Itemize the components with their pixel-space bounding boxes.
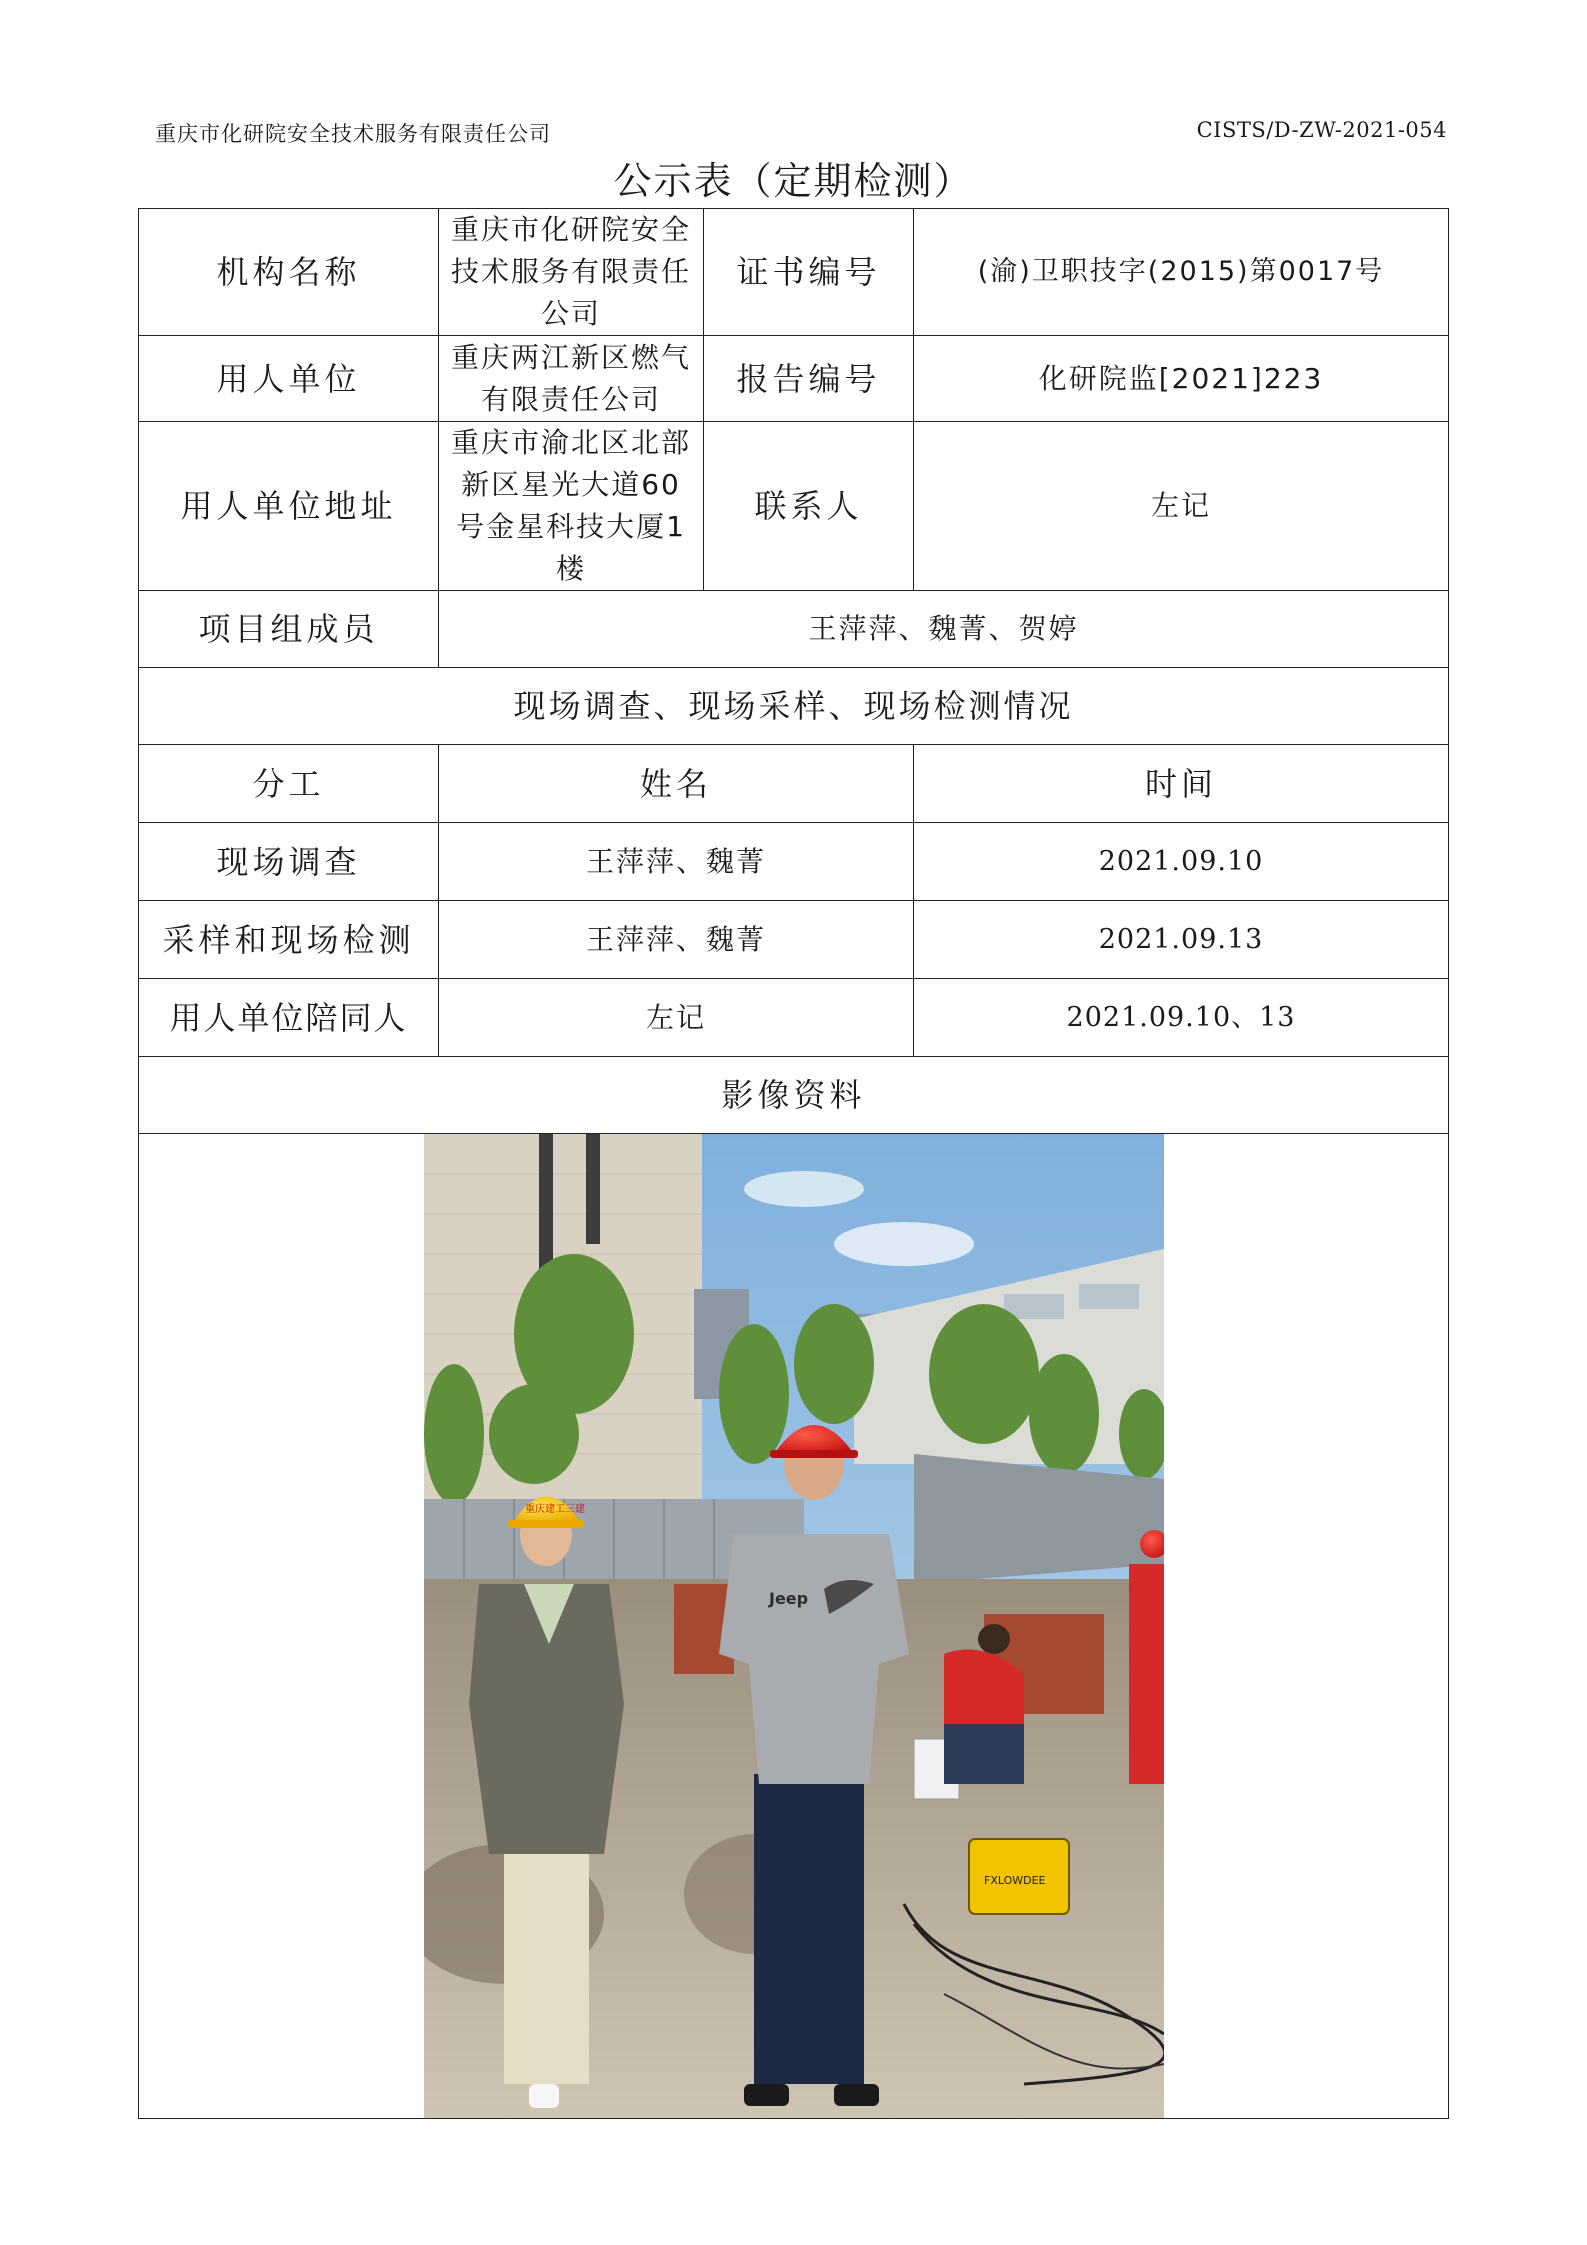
row-names: 左记 — [439, 979, 914, 1057]
media-section-title: 影像资料 — [139, 1057, 1449, 1134]
row-role: 现场调查 — [139, 823, 439, 901]
row-date: 2021.09.10、13 — [914, 979, 1449, 1057]
row-employer — [139, 336, 1449, 422]
contact-value: 左记 — [914, 422, 1449, 591]
org-name-label: 机构名称 — [139, 209, 439, 336]
row-names: 王萍萍、魏菁 — [439, 901, 914, 979]
helmet-label: 重庆建工三建 — [524, 1504, 585, 1515]
site-photo — [424, 1134, 1164, 2118]
column-header-role: 分工 — [139, 745, 439, 823]
column-header-name: 姓名 — [439, 745, 914, 823]
company-header: 重庆市化研院安全技术服务有限责任公司 — [155, 122, 551, 146]
members-value: 王萍萍、魏菁、贺婷 — [439, 591, 1449, 668]
document-code: CISTS/D-ZW-2021-054 — [1196, 118, 1447, 142]
members-label: 项目组成员 — [139, 591, 439, 668]
cert-no-label: 证书编号 — [704, 209, 914, 336]
table-row — [139, 979, 1449, 1057]
table-row — [139, 823, 1449, 901]
row-address — [139, 422, 1449, 591]
row-members — [139, 591, 1449, 668]
onsite-section-title: 现场调查、现场采样、现场检测情况 — [139, 668, 1449, 745]
cert-no-value: (渝)卫职技字(2015)第0017号 — [914, 209, 1449, 336]
address-value: 重庆市渝北区北部新区星光大道60号金星科技大厦1楼 — [439, 422, 704, 591]
report-no-label: 报告编号 — [704, 336, 914, 422]
notice-table — [138, 208, 1449, 2119]
row-date: 2021.09.13 — [914, 901, 1449, 979]
employer-value: 重庆两江新区燃气有限责任公司 — [439, 336, 704, 422]
row-date: 2021.09.10 — [914, 823, 1449, 901]
row-photo — [139, 1134, 1449, 2119]
table-row — [139, 901, 1449, 979]
machine-label: FXLOWDEE — [983, 1874, 1046, 1887]
address-label: 用人单位地址 — [139, 422, 439, 591]
photo-cell — [139, 1134, 1449, 2119]
employer-label: 用人单位 — [139, 336, 439, 422]
row-onsite-title — [139, 668, 1449, 745]
onsite-header-row — [139, 745, 1449, 823]
org-name-value: 重庆市化研院安全技术服务有限责任公司 — [439, 209, 704, 336]
row-role: 采样和现场检测 — [139, 901, 439, 979]
row-role: 用人单位陪同人 — [139, 979, 439, 1057]
report-no-value: 化研院监[2021]223 — [914, 336, 1449, 422]
shirt-logo: Jeep — [768, 1589, 808, 1608]
contact-label: 联系人 — [704, 422, 914, 591]
page-title: 公示表（定期检测） — [613, 159, 974, 203]
column-header-time: 时间 — [914, 745, 1449, 823]
row-media-title — [139, 1057, 1449, 1134]
row-organization — [139, 209, 1449, 336]
row-names: 王萍萍、魏菁 — [439, 823, 914, 901]
